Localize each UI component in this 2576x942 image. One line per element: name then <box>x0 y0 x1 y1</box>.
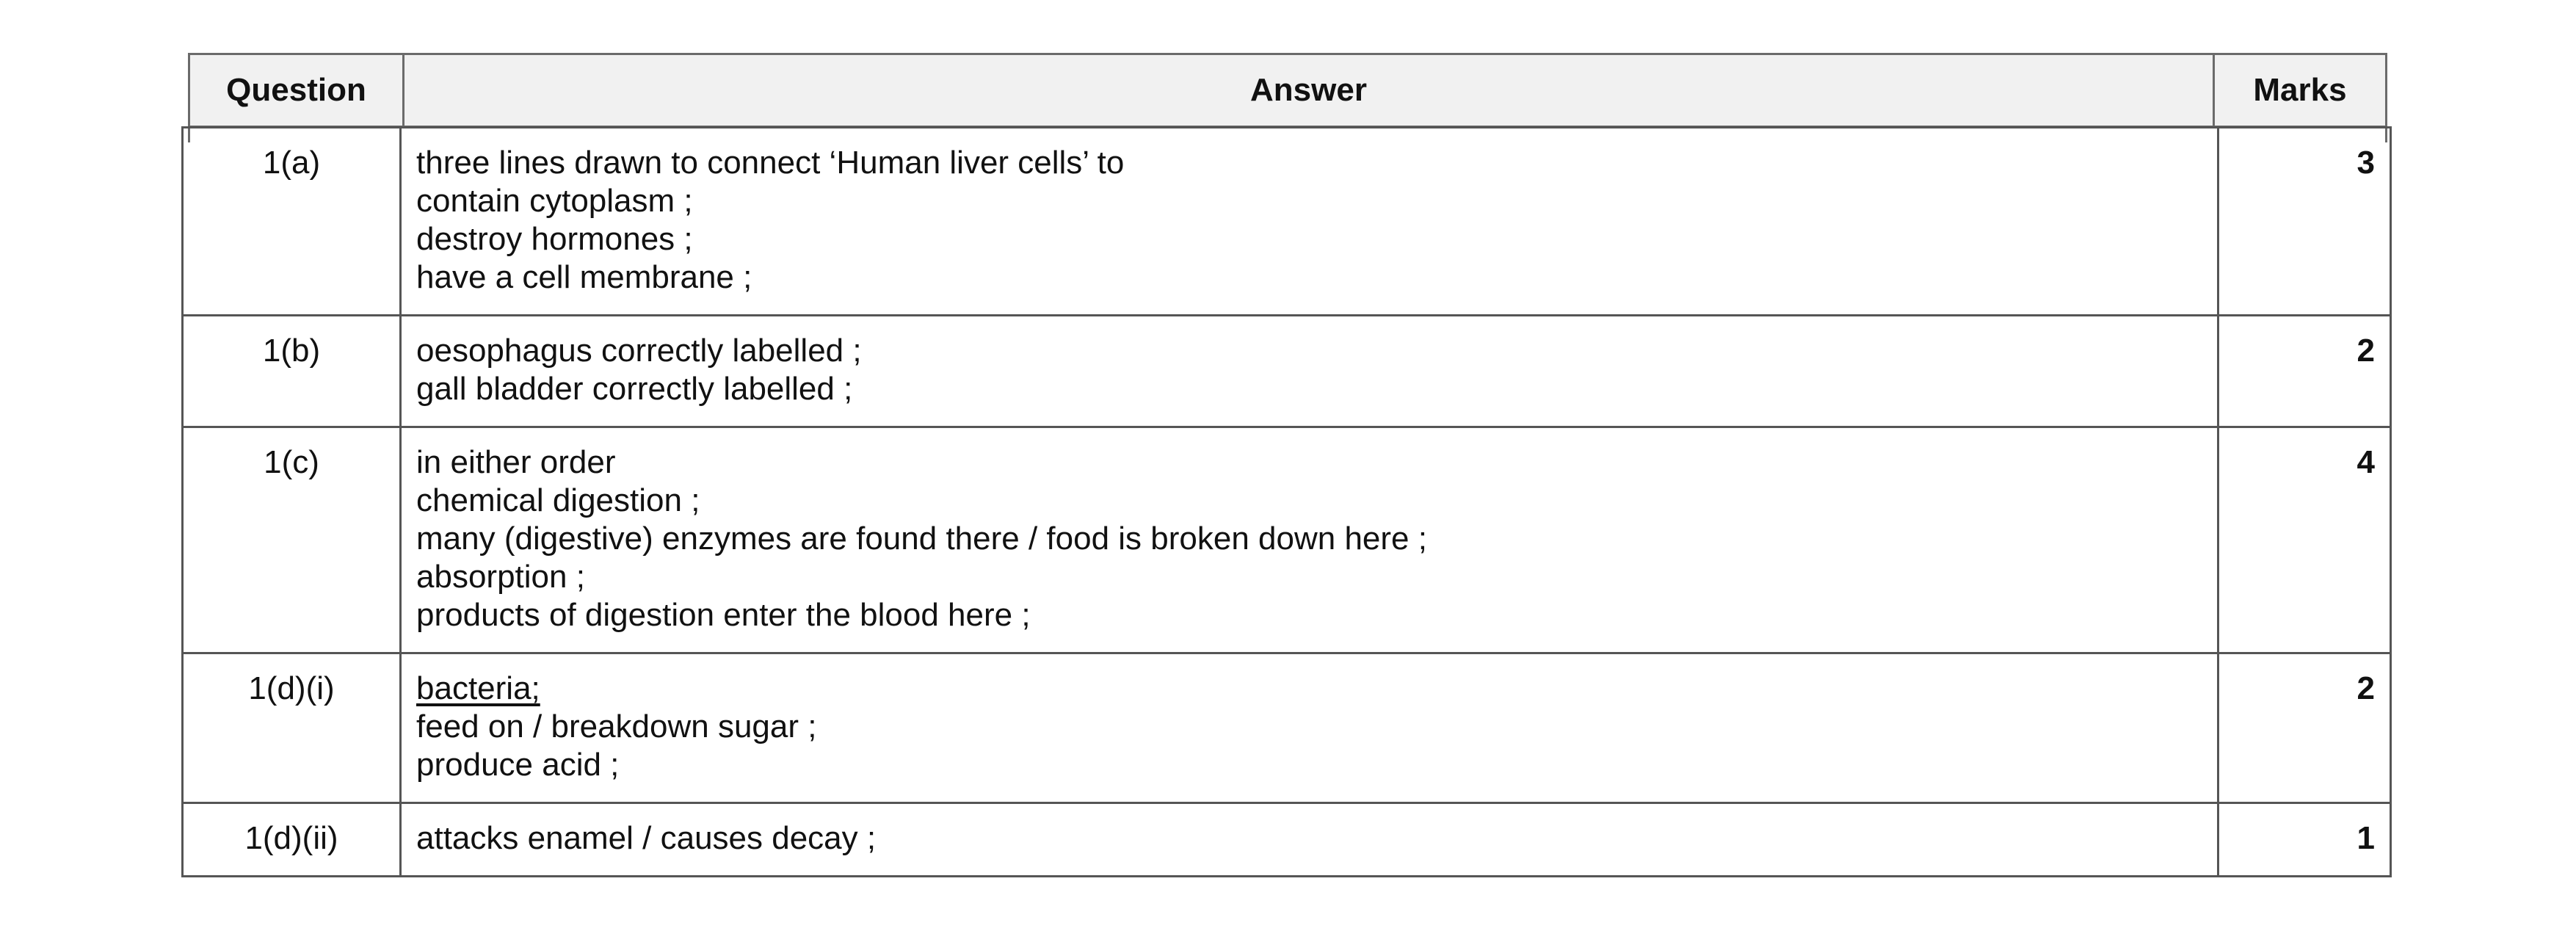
answer-cell <box>401 316 2218 427</box>
answer-line: many (digestive) enzymes are found there / food is broken down here ; <box>416 521 1427 557</box>
header-marks: Marks <box>2253 72 2347 108</box>
answer-line: three lines drawn to connect ‘Human liver cells’ to <box>416 145 1125 181</box>
question-cell: 1(d)(ii) <box>183 803 401 877</box>
answer-line: oesophagus correctly labelled ; <box>416 333 862 369</box>
question-cell: 1(d)(i) <box>183 653 401 803</box>
marks-cell: 2 <box>2218 316 2391 427</box>
header-question: Question <box>190 55 404 126</box>
table-row <box>183 128 2391 316</box>
table-row <box>183 316 2391 427</box>
answer-line: products of digestion enter the blood here ; <box>416 597 1031 633</box>
question-cell: 1(c) <box>183 427 401 653</box>
marks-cell: 4 <box>2218 427 2391 653</box>
table-row <box>183 427 2391 653</box>
answer-line: produce acid ; <box>416 747 620 783</box>
answer-cell <box>401 427 2218 653</box>
question-cell: 1(a) <box>183 128 401 316</box>
answer-line: destroy hormones ; <box>416 221 693 257</box>
table-row <box>183 803 2391 877</box>
mark-scheme-table <box>181 126 2392 877</box>
answer-line-underlined: bacteria; <box>416 670 540 706</box>
answer-cell <box>401 128 2218 316</box>
marks-cell: 1 <box>2218 803 2391 877</box>
answer-cell <box>401 653 2218 803</box>
answer-line: have a cell membrane ; <box>416 259 752 295</box>
table-row <box>183 653 2391 803</box>
marks-cell: 2 <box>2218 653 2391 803</box>
answer-line: in either order <box>416 444 616 480</box>
answer-line: chemical digestion ; <box>416 482 700 518</box>
table-header <box>188 53 2387 128</box>
answer-line: gall bladder correctly labelled ; <box>416 371 853 407</box>
answer-line: absorption ; <box>416 559 585 595</box>
question-cell: 1(b) <box>183 316 401 427</box>
answer-line: contain cytoplasm ; <box>416 183 693 219</box>
answer-line: attacks enamel / causes decay ; <box>416 820 877 856</box>
marks-cell: 3 <box>2218 128 2391 316</box>
header-answer: Answer <box>404 55 2215 126</box>
answer-line: feed on / breakdown sugar ; <box>416 709 817 744</box>
answer-cell <box>401 803 2218 877</box>
